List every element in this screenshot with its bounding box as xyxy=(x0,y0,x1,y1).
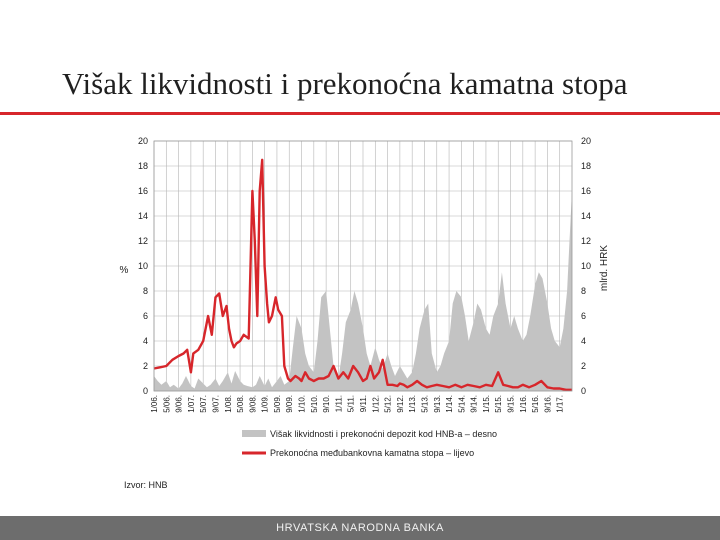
x-tick-label: 1/14. xyxy=(445,395,455,413)
x-tick-label: 1/15. xyxy=(481,395,491,413)
y-left-tick-label: 0 xyxy=(142,386,148,396)
y-right-tick-label: 4 xyxy=(581,336,587,346)
x-tick-label: 1/11. xyxy=(334,395,344,413)
footer-bank-name: HRVATSKA NARODNA BANKA xyxy=(276,522,444,534)
x-tick-label: 9/11. xyxy=(359,395,368,413)
x-tick-label: 9/12. xyxy=(395,395,405,413)
x-tick-label: 1/10. xyxy=(297,395,307,413)
y-right-tick-label: 8 xyxy=(581,286,587,296)
x-tick-label: 5/08. xyxy=(236,395,246,413)
y-left-tick-label: 10 xyxy=(137,261,148,271)
y-right-tick-label: 18 xyxy=(581,161,592,171)
right-axis-ticks xyxy=(581,136,591,396)
x-tick-label: 5/06. xyxy=(162,395,172,413)
x-tick-label: 9/06. xyxy=(174,395,184,413)
y-left-tick-label: 4 xyxy=(142,336,148,346)
x-tick-label: 9/15. xyxy=(506,395,516,413)
x-tick-label: 9/09. xyxy=(285,395,295,413)
y-right-tick-label: 20 xyxy=(581,136,592,146)
right-axis-label: mlrd. HRK xyxy=(599,244,610,292)
x-tick-label: 5/15. xyxy=(494,395,504,413)
y-left-tick-label: 16 xyxy=(137,186,148,196)
y-left-tick-label: 8 xyxy=(142,286,148,296)
y-right-tick-label: 16 xyxy=(581,186,592,196)
legend-line-label: Prekonoćna međubankovna kamatna stopa – lijevo xyxy=(270,448,475,458)
left-axis-label: % xyxy=(119,265,129,276)
chart-legend xyxy=(242,429,497,458)
x-tick-label: 5/10. xyxy=(309,395,319,413)
y-right-tick-label: 2 xyxy=(581,361,587,371)
footer-bar xyxy=(0,516,720,540)
x-tick-label: 1/13. xyxy=(408,395,418,413)
left-axis-ticks xyxy=(138,136,148,396)
x-tick-label: 5/13. xyxy=(420,395,430,413)
y-left-tick-label: 18 xyxy=(137,161,148,171)
y-right-tick-label: 12 xyxy=(581,236,592,246)
x-tick-label: 1/12. xyxy=(371,395,381,413)
y-left-tick-label: 12 xyxy=(137,236,148,246)
y-right-tick-label: 6 xyxy=(581,311,587,321)
x-tick-label: 9/08. xyxy=(248,395,258,413)
x-tick-label: 5/11. xyxy=(346,395,356,413)
x-tick-label: 5/12. xyxy=(383,395,393,413)
y-right-tick-label: 10 xyxy=(581,261,592,271)
legend-area-label: Višak likvidnosti i prekonoćni depozit kod HNB-a – desno xyxy=(270,429,497,439)
x-tick-label: 1/07. xyxy=(186,395,196,413)
slide-title: Višak likvidnosti i prekonoćna kamatna stopa xyxy=(62,66,628,101)
x-tick-label: 1/09. xyxy=(260,395,270,413)
x-tick-label: 9/16. xyxy=(543,395,553,413)
x-tick-label: 9/14. xyxy=(469,395,479,413)
y-right-tick-label: 0 xyxy=(581,386,587,396)
y-left-tick-label: 20 xyxy=(137,136,148,146)
x-tick-label: 1/16. xyxy=(518,395,528,413)
x-tick-label: 9/07. xyxy=(211,395,221,413)
x-tick-label: 5/14. xyxy=(457,395,467,413)
y-left-tick-label: 2 xyxy=(142,361,148,371)
x-tick-label: 5/16. xyxy=(531,395,541,413)
x-tick-label: 1/17. xyxy=(555,395,565,413)
x-tick-label: 1/08. xyxy=(223,395,233,413)
x-tick-label: 5/09. xyxy=(272,395,282,413)
y-left-tick-label: 14 xyxy=(137,211,148,221)
legend-area-swatch xyxy=(242,430,266,437)
x-tick-label: 9/13. xyxy=(432,395,442,413)
y-left-tick-label: 6 xyxy=(142,311,148,321)
source-note: Izvor: HNB xyxy=(124,480,168,490)
x-tick-label: 1/06. xyxy=(150,395,159,413)
y-right-tick-label: 14 xyxy=(581,211,592,221)
x-tick-label: 9/10. xyxy=(322,395,332,413)
x-tick-label: 5/07. xyxy=(199,395,209,413)
x-axis-ticks xyxy=(150,395,565,413)
